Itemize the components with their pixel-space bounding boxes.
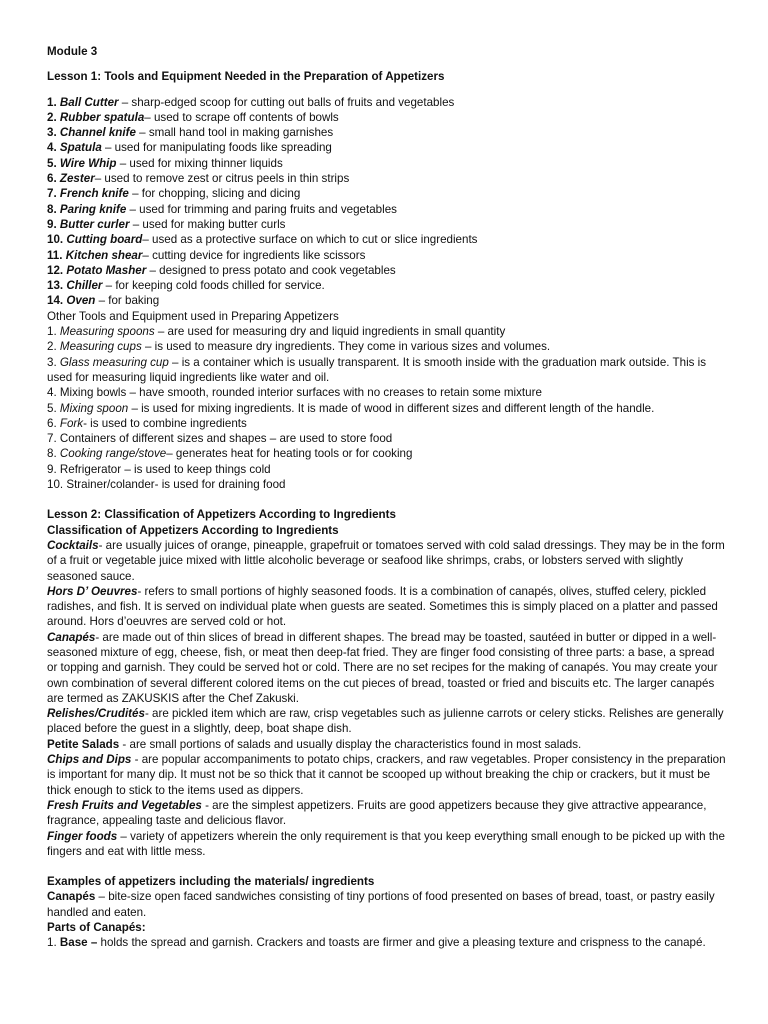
tool-item: [47, 110, 727, 125]
other-tool-name: Mixing spoon: [59, 401, 129, 415]
classification-item: [47, 737, 727, 752]
tool-name: Zester: [59, 172, 95, 186]
other-tool-name: Fork: [59, 416, 84, 430]
tool-separator: –: [135, 126, 149, 140]
classification-text: - are the simplest appetizers. Fruits are good appetizers because they give attractive appearance, fragrance, appealing taste and delicious flavor.: [47, 798, 707, 828]
tool-separator: –: [118, 95, 132, 109]
other-tool-number: 5.: [47, 401, 57, 415]
classification-item: [47, 798, 727, 829]
tool-name: Rubber spatula: [59, 110, 145, 124]
tool-name: Oven: [66, 294, 96, 308]
classification-term: Hors D’ Oeuvres: [47, 584, 138, 598]
tool-item: [47, 293, 727, 308]
tool-number: 14.: [47, 294, 64, 308]
tool-description: designed to press potato and cook vegetables: [159, 263, 396, 277]
classification-text: - are made out of thin slices of bread in different shapes. The bread may be toasted, sautéed in butter or dipped in a well-seasoned mixture of egg, cheese, fish, or meat then deep-fat fried. They are finger food consisting of three parts: a base, a spread or topping and garnish. They could be served hot or cold. There are no set recipes for the making of canapés. You may create your own combination of several different colored items on the cut pieces of bread, toasted or fried and biscuits etc. The larger canapés are termed as ZAKUSKIS after the Chef Zakuski.: [47, 630, 718, 705]
other-tools-list: [47, 324, 727, 492]
other-tool-number: 7.: [47, 432, 57, 446]
classification-text: - are pickled item which are raw, crisp vegetables such as julienne carrots or celery sticks. Relishes are generally placed before the guest in a slightly, deep, boat shape dish.: [47, 707, 724, 736]
tool-item: [47, 248, 727, 263]
canapes-text: – bite-size open faced sandwiches consisting of tiny portions of food presented on bases of bread, toast, or pastry easily handled and eaten.: [47, 890, 715, 919]
other-tool-description: - is used to combine ingredients: [83, 416, 247, 430]
tool-separator: –: [102, 279, 116, 293]
classification-term: Petite Salads: [47, 737, 120, 751]
lesson2-subheading: Classification of Appetizers According to Ingredients: [47, 523, 339, 537]
tool-item: [47, 125, 727, 140]
classification-item: [47, 706, 727, 737]
tool-name: Potato Masher: [66, 263, 147, 277]
other-tool-name: Measuring spoons: [59, 325, 155, 339]
other-tool-item: [47, 431, 727, 446]
other-tool-description: Strainer/colander- is used for draining food: [63, 478, 286, 492]
classification-text: - refers to small portions of highly seasoned foods. It is a combination of canapés, olives, stuffed celery, pickled radishes, and fish. It is served on individual plate when guests are seated. Sometimes this is simply placed on a platter and passed around. Hors d’oeuvres are served cold or hot.: [47, 584, 718, 629]
lesson1-heading: Lesson 1: Tools and Equipment Needed in the Preparation of Appetizers: [47, 70, 445, 84]
tool-number: 2.: [47, 110, 57, 124]
other-tool-description: – is used for mixing ingredients. It is made of wood in different sizes and different length of the handle.: [128, 401, 655, 415]
classification-term: Canapés: [47, 630, 96, 644]
tool-separator: –: [95, 294, 109, 308]
tool-item: [47, 232, 727, 247]
tool-number: 8.: [47, 202, 57, 216]
tool-name: Ball Cutter: [59, 95, 119, 109]
canapes-definition: [47, 889, 727, 920]
tool-description: used to remove zest or citrus peels in thin strips: [104, 172, 350, 186]
other-tool-name: Measuring cups: [59, 340, 142, 354]
tool-item: [47, 95, 727, 110]
other-tools-heading: Other Tools and Equipment used in Preparing Appetizers: [47, 309, 339, 323]
tool-description: used for manipulating foods like spreading: [114, 141, 332, 155]
tool-item: [47, 171, 727, 186]
other-tool-description: – are used for measuring dry and liquid ingredients in small quantity: [154, 325, 506, 339]
other-tool-item: [47, 462, 727, 477]
other-tool-item: [47, 416, 727, 431]
tool-item: [47, 217, 727, 232]
base-num: 1.: [47, 936, 57, 950]
tool-description: small hand tool in making garnishes: [148, 126, 334, 140]
base-text: holds the spread and garnish. Crackers and toasts are firmer and give a pleasing texture and crispness to the canapé.: [97, 936, 706, 950]
tool-name: Wire Whip: [59, 156, 117, 170]
tool-number: 13.: [47, 279, 64, 293]
classification-text: - are small portions of salads and usually display the characteristics found in most salads.: [119, 737, 582, 751]
other-tool-name: Cooking range/stove: [59, 447, 167, 461]
classification-item: [47, 630, 727, 706]
canapes-term: Canapés: [47, 890, 96, 904]
other-tool-description: Mixing bowls – have smooth, rounded interior surfaces with no creases to retain some mixture: [56, 386, 542, 400]
classification-item: [47, 829, 727, 860]
other-tool-number: 9.: [47, 462, 57, 476]
other-tool-description: Refrigerator – is used to keep things cold: [56, 462, 271, 476]
classification-text: - are usually juices of orange, pineapple, grapefruit or tomatoes served with cold salad dressings. They may be in the form of a fruit or vegetable juice mixed with little alcoholic beverage or seafood like shrimps, crabs, or lobsters served with slightly seasoned sauce.: [47, 538, 725, 583]
tool-separator: –: [101, 141, 115, 155]
tool-description: used for trimming and paring fruits and vegetables: [139, 202, 397, 216]
tool-number: 11.: [47, 248, 63, 262]
other-tool-item: [47, 446, 727, 461]
other-tool-number: 3.: [47, 355, 57, 369]
classification-term: Relishes/Crudités: [47, 707, 145, 721]
other-tool-number: 1.: [47, 325, 57, 339]
examples-heading: Examples of appetizers including the materials/ ingredients: [47, 875, 375, 889]
tool-separator: –: [146, 263, 160, 277]
tool-description: for baking: [108, 294, 160, 308]
tool-number: 4.: [47, 141, 57, 155]
classification-item: [47, 538, 727, 584]
other-tool-description: – is used to measure dry ingredients. They come in various sizes and volumes.: [141, 340, 551, 354]
tool-item: [47, 186, 727, 201]
tool-separator: –: [129, 217, 143, 231]
classification-term: Cocktails: [47, 538, 99, 552]
parts-heading: Parts of Canapés:: [47, 921, 146, 935]
tool-item: [47, 202, 727, 217]
tool-name: Spatula: [59, 141, 102, 155]
tool-item: [47, 263, 727, 278]
tool-number: 6.: [47, 172, 57, 186]
classification-list: [47, 538, 727, 859]
tool-separator: –: [126, 202, 140, 216]
other-tool-description: – generates heat for heating tools or for cooking: [166, 447, 413, 461]
other-tool-number: 6.: [47, 416, 57, 430]
tool-number: 1.: [47, 95, 57, 109]
tool-separator: –: [94, 172, 105, 186]
other-tool-item: [47, 477, 727, 492]
other-tool-description: – is a container which is usually transparent. It is smooth inside with the graduation mark outside. This is used for measuring liquid ingredients like water and oil.: [47, 355, 707, 384]
classification-text: - are popular accompaniments to potato chips, crackers, and raw vegetables. Proper consistency in the preparation is important for many dip. It must not be so thick that it cannot be scooped up without breaking the chip or crackers, but it must be thick enough to stick to the items used as dippers.: [47, 753, 726, 797]
tool-number: 9.: [47, 217, 57, 231]
tool-name: Kitchen shear: [65, 248, 143, 262]
tool-number: 12.: [47, 263, 64, 277]
tool-description: sharp-edged scoop for cutting out balls of fruits and vegetables: [131, 95, 455, 109]
tool-name: French knife: [59, 187, 129, 201]
classification-text: – variety of appetizers wherein the only requirement is that you keep everything small enough to be picked up with the fingers and eat with little mess.: [47, 829, 725, 858]
tool-name: Butter curler: [59, 217, 130, 231]
tool-name: Paring knife: [59, 202, 127, 216]
other-tool-item: [47, 355, 727, 386]
tool-description: for keeping cold foods chilled for service.: [115, 279, 325, 293]
other-tool-description: Containers of different sizes and shapes – are used to store food: [56, 432, 393, 446]
other-tool-name: Glass measuring cup: [59, 355, 169, 369]
tool-description: cutting device for ingredients like scissors: [152, 248, 366, 262]
tool-separator: –: [128, 187, 142, 201]
other-tool-item: [47, 339, 727, 354]
classification-term: Finger foods: [47, 829, 118, 843]
tool-number: 3.: [47, 126, 57, 140]
tool-item: [47, 278, 727, 293]
tool-name: Channel knife: [59, 126, 136, 140]
tool-number: 5.: [47, 156, 57, 170]
document-page: [47, 44, 727, 951]
classification-term: Chips and Dips: [47, 753, 132, 767]
tool-name: Cutting board: [66, 233, 143, 247]
tool-description: used as a protective surface on which to cut or slice ingredients: [152, 233, 478, 247]
tool-separator: –: [144, 110, 154, 124]
tool-item: [47, 156, 727, 171]
base-term: Base –: [59, 936, 98, 950]
tool-separator: –: [142, 233, 153, 247]
other-tool-number: 2.: [47, 340, 57, 354]
lesson2-heading: Lesson 2: Classification of Appetizers According to Ingredients: [47, 508, 396, 522]
tool-number: 7.: [47, 187, 57, 201]
other-tool-number: 8.: [47, 447, 57, 461]
tool-description: used to scrape off contents of bowls: [153, 110, 339, 124]
tool-separator: –: [142, 248, 153, 262]
classification-item: [47, 752, 727, 798]
tool-separator: –: [116, 156, 130, 170]
classification-item: [47, 584, 727, 630]
tool-description: for chopping, slicing and dicing: [141, 187, 301, 201]
tool-name: Chiller: [66, 279, 103, 293]
tool-description: used for making butter curls: [142, 217, 286, 231]
tool-description: used for mixing thinner liquids: [129, 156, 283, 170]
tool-item: [47, 140, 727, 155]
other-tool-item: [47, 324, 727, 339]
classification-term: Fresh Fruits and Vegetables: [47, 798, 202, 812]
other-tool-item: [47, 401, 727, 416]
module-title: Module 3: [47, 45, 98, 58]
other-tool-item: [47, 385, 727, 400]
other-tool-number: 10.: [47, 478, 64, 492]
base-part: [47, 935, 727, 950]
tools-list: [47, 95, 727, 309]
other-tool-number: 4.: [47, 386, 57, 400]
tool-number: 10.: [47, 233, 64, 247]
